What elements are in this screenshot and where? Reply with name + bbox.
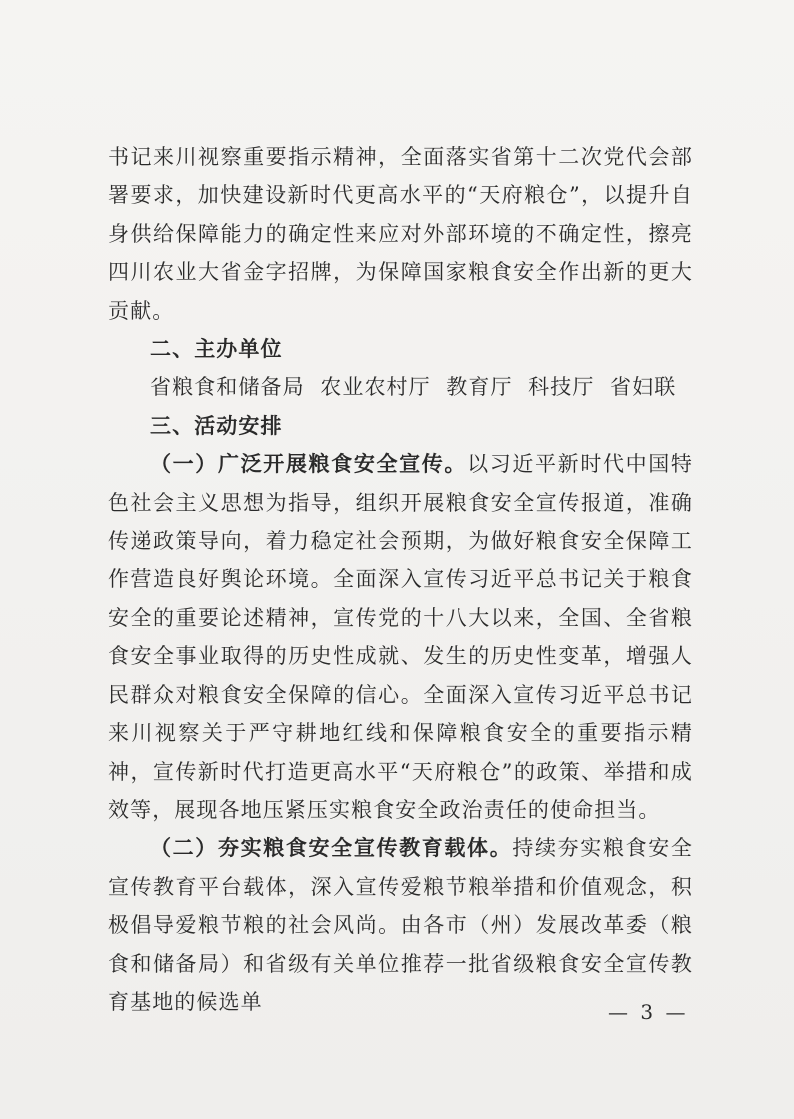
section-heading-organizers: 二、主办单位 bbox=[150, 336, 283, 362]
activity-1-text: 以习近平新时代中国特色社会主义思想为指导，组织开展粮食安全宣传报道，准确传递政策导向，着力稳定社会预期，为做好粮食安全保障工作营造良好舆论环境。全面深入宣传习近平总书记关于粮食安全的重要论述精神，宣传党的十八大以来，全国、全省粮食安全事业取得的历史性成就、发生的历史性变革，增强人民群众对粮食安全保障的信心。全面深入宣传习近平总书记来川视察关于严守耕地红线和保障粮食安全的重要指示精神，宣传新时代打造更高水平“天府粮仓”的政策、举措和成效等，展现各地压紧压实粮食安全政治责任的使命担当。 bbox=[108, 452, 694, 822]
page-number: — 3 — bbox=[608, 1000, 689, 1024]
paragraph-activity-2 bbox=[108, 829, 693, 1021]
section-heading-activities: 三、活动安排 bbox=[150, 412, 283, 438]
activity-2-text: 持续夯实粮食安全宣传教育平台载体，深入宣传爱粮节粮举措和价值观念，积极倡导爱粮节粮的社会风尚。由各市（州）发展改革委（粮食和储备局）和省级有关单位推荐一批省级粮食安全宣传教育基地的候选单 bbox=[108, 836, 693, 1014]
activity-2-title: （二）夯实粮食安全宣传教育载体。 bbox=[150, 835, 513, 861]
paragraph-intro: 书记来川视察重要指示精神，全面落实省第十二次党代会部署要求，加快建设新时代更高水平的“天府粮仓”，以提升自身供给保障能力的确定性来应对外部环境的不确定性，擦亮四川农业大省金字招牌，为保障国家粮食安全作出新的更大贡献。 bbox=[108, 145, 693, 323]
activity-1-title: （一）广泛开展粮食安全宣传。 bbox=[150, 451, 468, 477]
paragraph-activity-1 bbox=[108, 445, 693, 829]
organizers-list: 省粮食和储备局 农业农村厅 教育厅 科技厅 省妇联 bbox=[150, 375, 677, 400]
document-body bbox=[108, 138, 693, 1021]
